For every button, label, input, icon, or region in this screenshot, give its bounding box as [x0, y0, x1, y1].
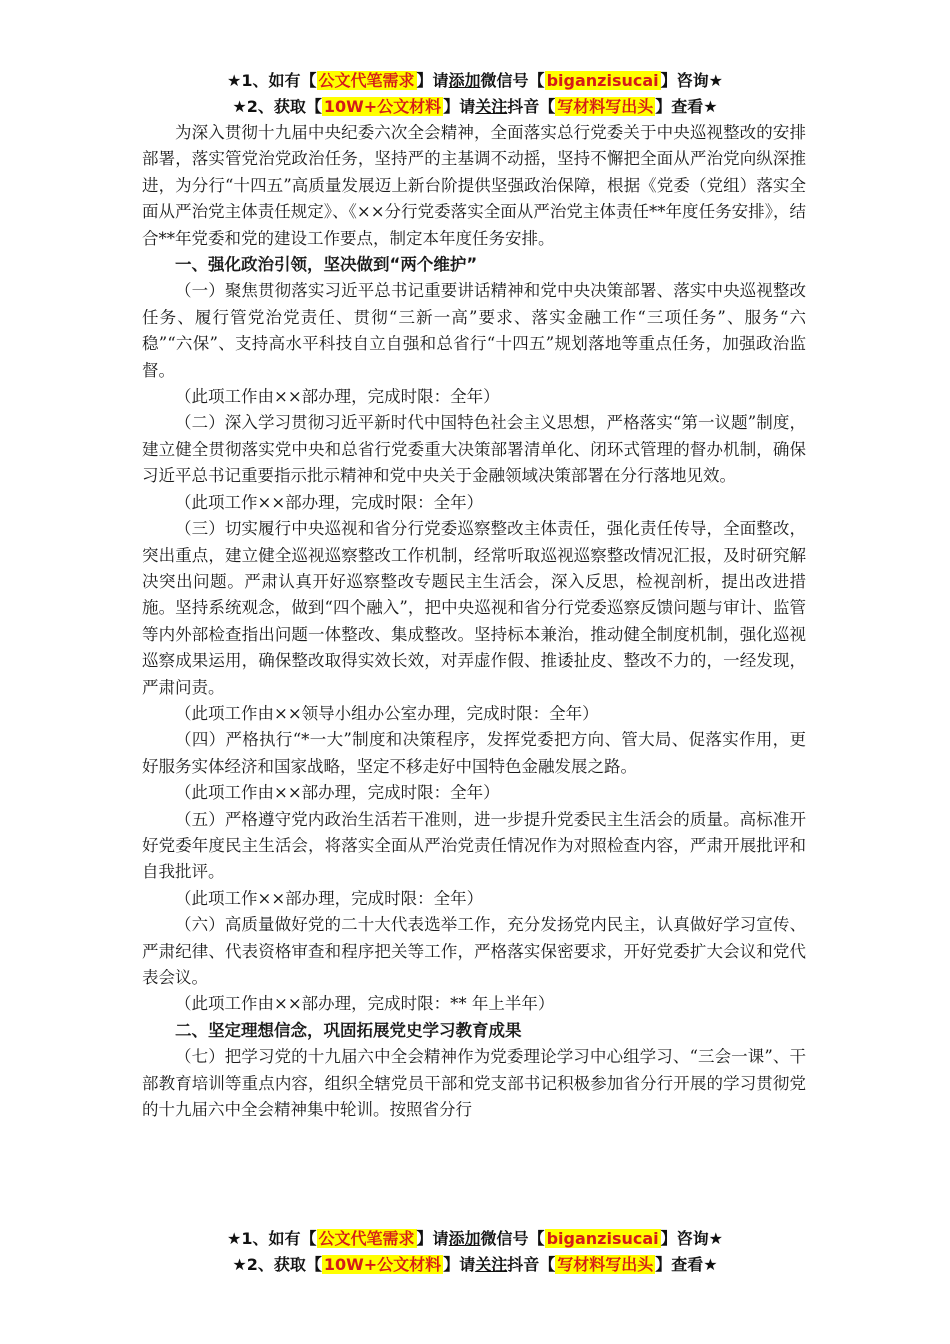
- section-heading: 一、强化政治引领，坚决做到“两个维护”: [175, 255, 478, 275]
- highlight-wechat-id: biganzisucai: [546, 1229, 659, 1248]
- highlight-ghostwriting: 公文代笔需求: [318, 1229, 415, 1248]
- section-heading: 二、坚定理想信念，巩固拓展党史学习教育成果: [175, 1020, 522, 1040]
- highlight-materials: 10W+公文材料: [323, 97, 442, 116]
- body-paragraph: （一）聚焦贯彻落实习近平总书记重要讲话精神和党中央决策部署、落实中央巡视整改任务、履行管党治党责任、贯彻“三新一高”要求、落实金融工作“三项任务”、服务“六稳”“六保”、支持高水平科技自立自强和总省行“十四五”规划落地等重点任务，加强政治监督。: [142, 281, 806, 380]
- body-paragraph: （六）高质量做好党的二十大代表选举工作，充分发扬党内民主，认真做好学习宣传、严肃纪律、代表资格审查和程序把关等工作，严格落实保密要求，开好党委扩大会议和党代表会议。: [142, 915, 806, 987]
- body-paragraph: （此项工作××部办理，完成时限：全年）: [175, 888, 484, 908]
- body-paragraph: （此项工作由××部办理，完成时限：全年）: [175, 783, 500, 803]
- highlight-materials: 10W+公文材料: [323, 1255, 442, 1274]
- body-paragraph: （此项工作由××部办理，完成时限：全年）: [175, 387, 500, 407]
- body-paragraph: （此项工作由××部办理，完成时限：** 年上半年）: [175, 994, 555, 1014]
- banner-line-1: ★1、如有【 公文代笔需求 】请添加微信号【 biganzisucai 】咨询★: [227, 1229, 723, 1248]
- banner-line-2: ★2、获取【 10W+公文材料 】请关注抖音【 写材料写出头 】查看★: [232, 1255, 718, 1274]
- banner-line-1: ★1、如有【 公文代笔需求 】请添加微信号【 biganzisucai 】咨询★: [227, 71, 723, 90]
- footer-banner: [0, 1226, 950, 1278]
- body-paragraph: （此项工作由××领导小组办公室办理，完成时限：全年）: [175, 703, 599, 723]
- highlight-douyin-id: 写材料写出头: [557, 1255, 654, 1274]
- body-paragraph: （二）深入学习贯彻习近平新时代中国特色社会主义思想，严格落实“第一议题”制度，建立健全贯彻落实党中央和总省行党委重大决策部署清单化、闭环式管理的督办机制，确保习近平总书记重要指示批示精神和党中央关于金融领域决策部署在分行落地见效。: [142, 413, 806, 486]
- body-paragraph: （四）严格执行“*一大”制度和决策程序，发挥党委把方向、管大局、促落实作用，更好服务实体经济和国家战略，坚定不移走好中国特色金融发展之路。: [142, 730, 806, 776]
- highlight-ghostwriting: 公文代笔需求: [318, 71, 415, 90]
- body-paragraph: 为深入贯彻十九届中央纪委六次全会精神，全面落实总行党委关于中央巡视整改的安排部署，落实管党治党政治任务，坚持严的主基调不动摇，坚持不懈把全面从严治党向纵深推进，为分行“十四五”高质量发展迈上新台阶提供坚强政治保障，根据《党委（党组）落实全面从严治党主体责任规定》、《××分行党委落实全面从严治党主体责任**年度任务安排》，结合**年党委和党的建设工作要点，制定本年度任务安排。: [142, 123, 806, 248]
- banner-line-2: ★2、获取【 10W+公文材料 】请关注抖音【 写材料写出头 】查看★: [232, 97, 718, 116]
- body-paragraph: （三）切实履行中央巡视和省分行党委巡察整改主体责任，强化责任传导，全面整改，突出重点，建立健全巡视巡察整改工作机制，经常听取巡视巡察整改情况汇报，及时研究解决突出问题。严肃认真开好巡察整改专题民主生活会，深入反思，检视剖析，提出改进措施。坚持系统观念，做到“四个融入”，把中央巡视和省分行党委巡察反馈问题与审计、监管等内外部检查指出问题一体整改、集成整改。坚持标本兼治，推动健全制度机制，强化巡视巡察成果运用，确保整改取得实效长效，对弄虚作假、推诿扯皮、整改不力的，一经发现，严肃问责。: [142, 519, 806, 697]
- body-paragraph: （此项工作××部办理，完成时限：全年）: [175, 492, 484, 512]
- highlight-wechat-id: biganzisucai: [546, 71, 659, 90]
- document-body: [142, 120, 806, 1123]
- body-paragraph: （五）严格遵守党内政治生活若干准则，进一步提升党委民主生活会的质量。高标准开好党委年度民主生活会，将落实全面从严治党责任情况作为对照检查内容，严肃开展批评和自我批评。: [142, 809, 806, 882]
- body-paragraph: （七）把学习党的十九届六中全会精神作为党委理论学习中心组学习、“三会一课”、干部教育培训等重点内容，组织全辖党员干部和党支部书记积极参加省分行开展的学习贯彻党的十九届六中全会精神集中轮训。按照省分行: [142, 1047, 806, 1120]
- header-banner: [0, 68, 950, 120]
- highlight-douyin-id: 写材料写出头: [557, 97, 654, 116]
